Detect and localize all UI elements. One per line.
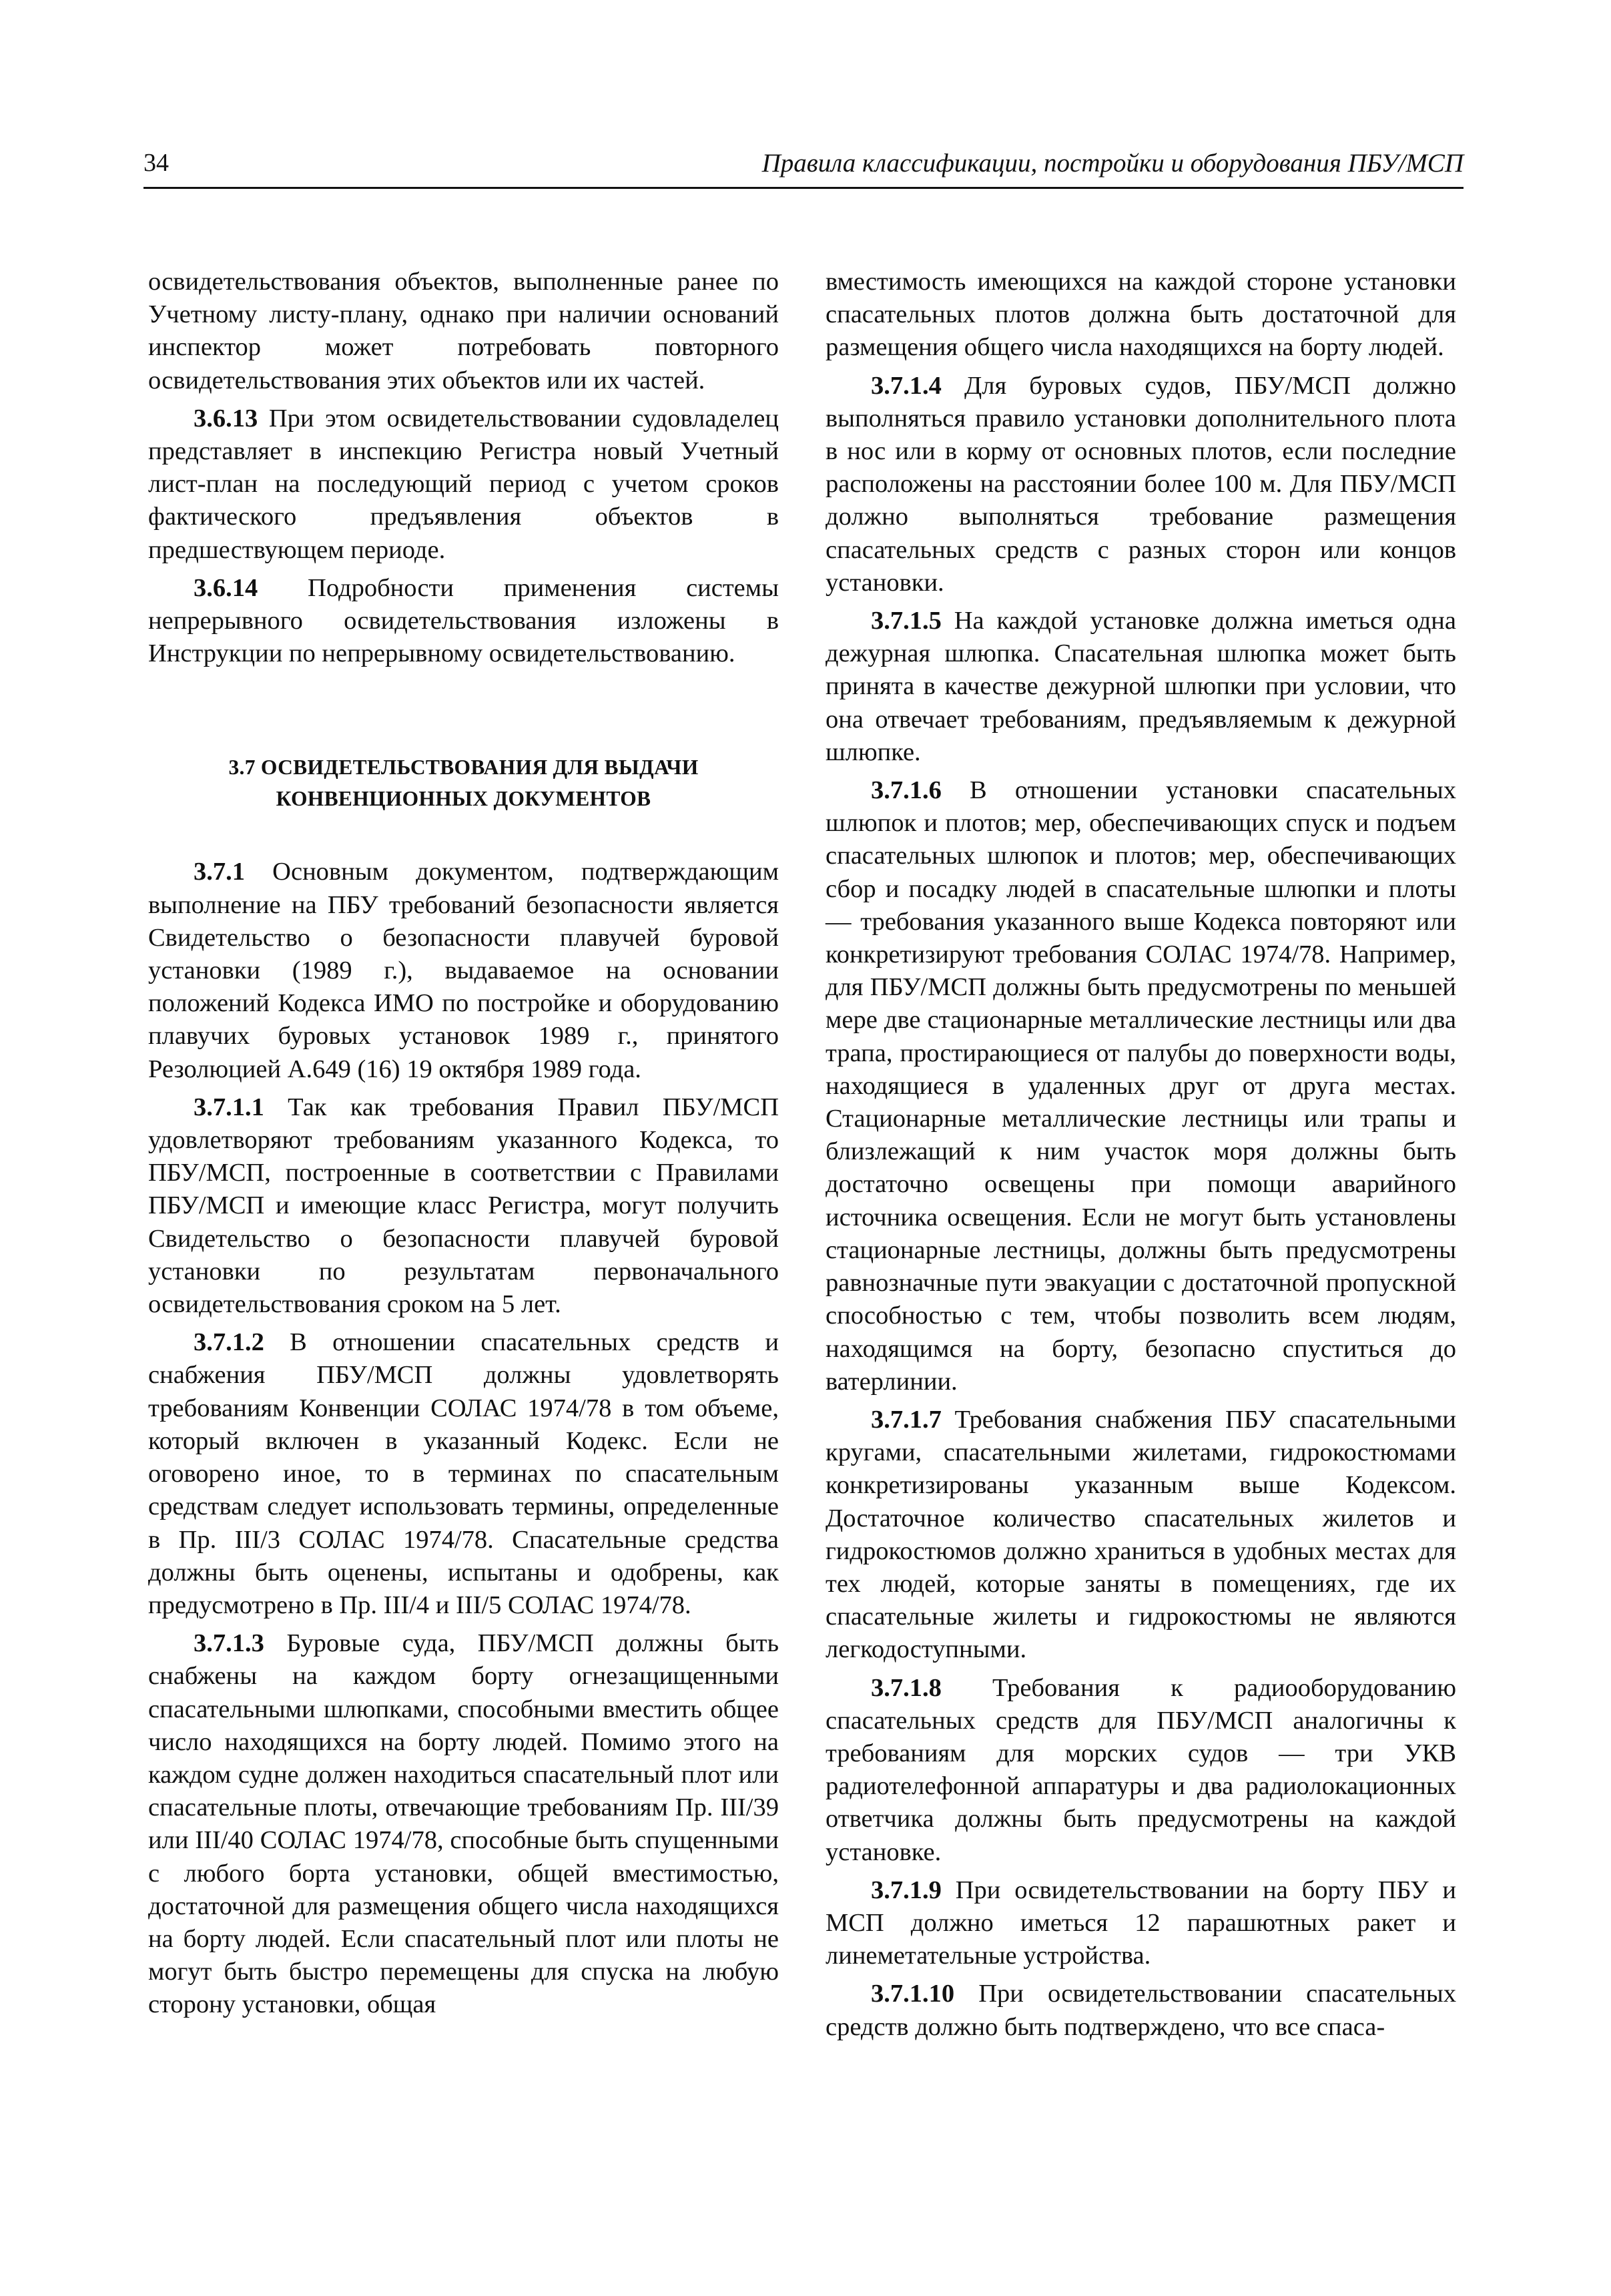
paragraph-3-6-13: 3.6.13 При этом освидетельствовании судовладелец представляет в инспекцию Регистра новый Учетный лист-план на последующий период с учетом сроков фактического предъявления объектов в предшествующем периоде.: [148, 404, 779, 564]
paragraph-3-7-1-5: 3.7.1.5 На каждой установке должна иметься одна дежурная шлюпка. Спасательная шлюпка может быть принята в качестве дежурной шлюпки при условии, что она отвечает требованиям, предъявляемым к дежурной шлюпке.: [826, 607, 1456, 766]
page-number: 34: [143, 149, 169, 177]
paragraph-3-7-1: 3.7.1 Основным документом, подтверждающим выполнение на ПБУ требований безопасности является Свидетельство о безопасности плавучей буровой установки (1989 г.), выдаваемое на основании положений Кодекса ИМО по постройке и оборудованию плавучих буровых установок 1989 г., принятого Резолюцией А.649 (16) 19 октября 1989 года.: [148, 858, 779, 1083]
clause-number: 3.7.1.4: [871, 371, 942, 400]
paragraph-3-7-1-2: 3.7.1.2 В отношении спасательных средств и снабжения ПБУ/МСП должны удовлетворять требованиям Конвенции СОЛАС 1974/78 в том объеме, который включен в указанный Кодекс. Если не оговорено иное, то в терминах по спасательным средствам следует использовать термины, определенные в Пр. III/3 СОЛАС 1974/78. Спасательные средства должны быть оценены, испытаны и одобрены, как предусмотрено в Пр. III/4 и III/5 СОЛАС 1974/78.: [148, 1328, 779, 1619]
page-header: [143, 148, 1464, 189]
clause-number: 3.6.14: [194, 573, 258, 602]
clause-number: 3.7.1.8: [871, 1673, 942, 1702]
clause-number: 3.7.1.6: [871, 776, 942, 805]
paragraph-3-6-14: 3.6.14 Подробности применения системы непрерывного освидетельствования изложены в Инструкции по непрерывному освидетельствованию.: [148, 573, 779, 668]
clause-number: 3.7.1: [194, 858, 245, 886]
clause-number: 3.7.1.3: [194, 1629, 264, 1658]
clause-number: 3.7.1.10: [871, 1980, 955, 2008]
paragraph-3-7-1-10: 3.7.1.10 При освидетельствовании спасательных средств должно быть подтверждено, что все спаса-: [826, 1980, 1456, 2041]
paragraph-3-7-1-4: 3.7.1.4 Для буровых судов, ПБУ/МСП должно выполняться правило установки дополнительного плота в нос или в корму от основных плотов, если последние расположены на расстоянии более 100 м. Для ПБУ/МСП должно выполняться требование размещения спасательных средств с разных сторон или концов установки.: [826, 371, 1456, 597]
paragraph-3-7-1-1: 3.7.1.1 Так как требования Правил ПБУ/МСП удовлетворяют требованиям указанного Кодекса, то ПБУ/МСП, построенные в соответствии с Правилами ПБУ/МСП и имеющие класс Регистра, могут получить Свидетельство о безопасности плавучей буровой установки по результатам первоначального освидетельствования сроком на 5 лет.: [148, 1093, 779, 1319]
clause-number: 3.7.1.2: [194, 1328, 264, 1357]
clause-number: 3.7.1.5: [871, 607, 942, 635]
clause-number: 3.7.1.7: [871, 1405, 942, 1434]
clause-number: 3.6.13: [194, 404, 258, 433]
running-title: Правила классификации, постройки и оборудования ПБУ/МСП: [761, 149, 1464, 178]
paragraph-3-7-1-6: 3.7.1.6 В отношении установки спасательных шлюпок и плотов; мер, обеспечивающих спуск и подъем спасательных шлюпок и плотов; мер, обеспечивающих сбор и посадку людей в спасательные шлюпки и плоты — требования указанного выше Кодекса повторяют или конкретизируют требования СОЛАС 1974/78. Например, для ПБУ/МСП должны быть предусмотрены по меньшей мере две стационарные металлические лестницы или два трапа, простирающиеся от палубы до поверхности воды, находящиеся в удаленных друг от друга местах. Стационарные металлические лестницы или трапы и близлежащий к ним участок моря должны быть достаточно освещены при помощи аварийного источника освещения. Если не могут быть установлены стационарные лестницы, должны быть предусмотрены равнозначные пути эвакуации с достаточной пропускной способностью с тем, чтобы позволить всем людям, находящимся на борту, безопасно спуститься до ватерлинии.: [826, 776, 1456, 1396]
left-column: [148, 266, 779, 2022]
section-heading-line: КОНВЕНЦИОННЫХ ДОКУМЕНТОВ: [276, 787, 651, 811]
paragraph-3-7-1-8: 3.7.1.8 Требования к радиооборудованию спасательных средств для ПБУ/МСП аналогичны к требованиям для морских судов — три УКВ радиотелефонной аппаратуры и два радиолокационных ответчика должны быть предусмотрены на каждой установке.: [826, 1673, 1456, 1866]
right-column: [826, 266, 1456, 2044]
clause-number: 3.7.1.1: [194, 1093, 264, 1121]
paragraph-continuation: освидетельствования объектов, выполненные ранее по Учетному листу-плану, однако при наличии оснований инспектор может потребовать повторного освидетельствования этих объектов или их частей.: [148, 268, 779, 394]
paragraph-3-7-1-9: 3.7.1.9 При освидетельствовании на борту ПБУ и МСП должно иметься 12 парашютных ракет и линеметательные устройства.: [826, 1876, 1456, 1970]
clause-number: 3.7.1.9: [871, 1876, 942, 1904]
paragraph-continuation: вместимость имеющихся на каждой стороне установки спасательных плотов должна быть достаточной для размещения общего числа находящихся на борту людей.: [826, 268, 1456, 362]
paragraph-3-7-1-3: 3.7.1.3 Буровые суда, ПБУ/МСП должны быть снабжены на каждом борту огнезащищенными спасательными шлюпками, способными вместить общее число находящихся на борту людей. Помимо этого на каждом судне должен находиться спасательный плот или спасательные плоты, отвечающие требованиям Пр. III/39 или III/40 СОЛАС 1974/78, способные быть спущенными с любого борта установки, общей вместимостью, достаточной для размещения общего числа находящихся на борту людей. Если спасательный плот или плоты не могут быть быстро перемещены для спуска на любую сторону установки, общая: [148, 1629, 779, 2019]
section-heading-line: 3.7 ОСВИДЕТЕЛЬСТВОВАНИЯ ДЛЯ ВЫДАЧИ: [228, 756, 699, 780]
section-heading: [148, 752, 779, 814]
paragraph-3-7-1-7: 3.7.1.7 Требования снабжения ПБУ спасательными кругами, спасательными жилетами, гидрокостюмами конкретизированы указанным выше Кодексом. Достаточное количество спасательных жилетов и гидрокостюмов должно храниться в удобных местах для тех людей, которые заняты в помещениях, где их спасательные жилеты и гидрокостюмы не являются легкодоступными.: [826, 1405, 1456, 1664]
